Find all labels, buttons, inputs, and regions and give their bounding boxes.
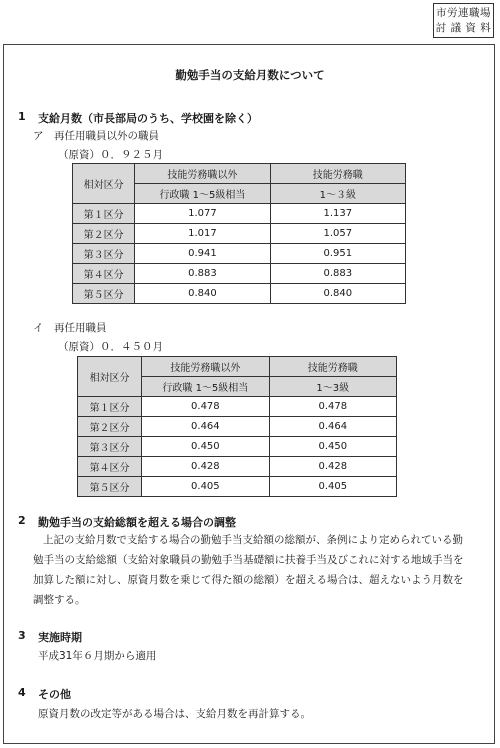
col2-subheader: 1～３級	[270, 184, 405, 204]
row-value-col2: 0.840	[270, 284, 405, 304]
row-value-col2: 1.137	[270, 204, 405, 224]
document-title: 勤勉手当の支給月数について	[175, 68, 325, 82]
row-value-col2: 0.883	[270, 264, 405, 284]
table-row	[73, 224, 406, 244]
row-value-col1: 0.478	[142, 397, 269, 417]
table-corner-header: 相対区分	[78, 357, 142, 397]
table-row	[73, 204, 406, 224]
subsection-a-label: ア 再任用職員以外の職員	[33, 130, 159, 142]
section-2-line: 調整する。	[33, 594, 86, 606]
col2-subheader: 1～3級	[269, 377, 396, 397]
row-value-col2: 0.450	[269, 437, 396, 457]
section-2-body	[33, 530, 464, 610]
table-row	[78, 397, 397, 417]
row-value-col2: 1.057	[270, 224, 405, 244]
section-3-number: 3	[18, 629, 26, 642]
row-category: 第１区分	[78, 397, 142, 417]
col2-header: 技能労務職	[269, 357, 396, 377]
section-4-heading: その他	[38, 688, 71, 701]
table-row	[73, 264, 406, 284]
row-value-col1: 0.840	[135, 284, 270, 304]
row-value-col2: 0.428	[269, 457, 396, 477]
row-value-col1: 0.428	[142, 457, 269, 477]
row-category: 第３区分	[78, 437, 142, 457]
section-4-body: 原資月数の改定等がある場合は、支給月数を再計算する。	[38, 708, 311, 720]
col1-subheader: 行政職 1～5級相当	[142, 377, 269, 397]
col1-header: 技能労務職以外	[142, 357, 269, 377]
table-corner-header: 相対区分	[73, 164, 135, 204]
row-value-col1: 0.464	[142, 417, 269, 437]
row-value-col2: 0.951	[270, 244, 405, 264]
col1-subheader: 行政職 1～5級相当	[135, 184, 270, 204]
row-category: 第２区分	[78, 417, 142, 437]
section-2-line: 加算した額に対し、原資月数を乗じて得た額の総額）を超える場合は、超えないよう月数を	[33, 574, 464, 586]
row-value-col1: 0.405	[142, 477, 269, 497]
row-value-col2: 0.464	[269, 417, 396, 437]
table-row	[78, 437, 397, 457]
stamp-line-1: 市労連職場	[436, 7, 491, 19]
col1-header: 技能労務職以外	[135, 164, 270, 184]
row-value-col2: 0.405	[269, 477, 396, 497]
section-2-heading: 勤勉手当の支給総額を超える場合の調整	[38, 516, 236, 529]
row-category: 第３区分	[73, 244, 135, 264]
table-reappointed-staff	[77, 356, 397, 497]
table-regular-staff	[72, 163, 406, 304]
discussion-material-stamp	[433, 3, 494, 38]
subsection-b-base-months: （原資）０．４５０月	[58, 341, 163, 353]
row-value-col1: 0.450	[142, 437, 269, 457]
col2-header: 技能労務職	[270, 164, 405, 184]
table-row	[78, 417, 397, 437]
row-value-col1: 1.017	[135, 224, 270, 244]
row-category: 第５区分	[73, 284, 135, 304]
section-3-body: 平成31年６月期から適用	[38, 650, 157, 662]
subsection-b-label: イ 再任用職員	[33, 322, 107, 334]
table-row	[73, 244, 406, 264]
row-category: 第２区分	[73, 224, 135, 244]
row-value-col1: 0.883	[135, 264, 270, 284]
section-2-line: 上記の支給月数で支給する場合の勤勉手当支給額の総額が、条例により定められている勤	[43, 534, 463, 546]
table-row	[78, 457, 397, 477]
table-row	[73, 284, 406, 304]
row-value-col1: 0.941	[135, 244, 270, 264]
table-row	[78, 477, 397, 497]
row-value-col1: 1.077	[135, 204, 270, 224]
row-category: 第５区分	[78, 477, 142, 497]
subsection-a-base-months: （原資）０．９２５月	[58, 149, 163, 161]
section-3-heading: 実施時期	[38, 631, 82, 644]
section-2-line: 勉手当の支給総額（支給対象職員の勤勉手当基礎額に扶養手当及びこれに対する地域手当を	[33, 554, 464, 566]
row-category: 第４区分	[73, 264, 135, 284]
section-1-number: 1	[18, 110, 26, 123]
section-2-number: 2	[18, 514, 26, 527]
row-category: 第１区分	[73, 204, 135, 224]
section-1-heading: 支給月数（市長部局のうち、学校園を除く）	[38, 112, 258, 125]
row-value-col2: 0.478	[269, 397, 396, 417]
stamp-line-2: 討 議 資 料	[435, 22, 492, 34]
section-4-number: 4	[18, 686, 26, 699]
row-category: 第４区分	[78, 457, 142, 477]
